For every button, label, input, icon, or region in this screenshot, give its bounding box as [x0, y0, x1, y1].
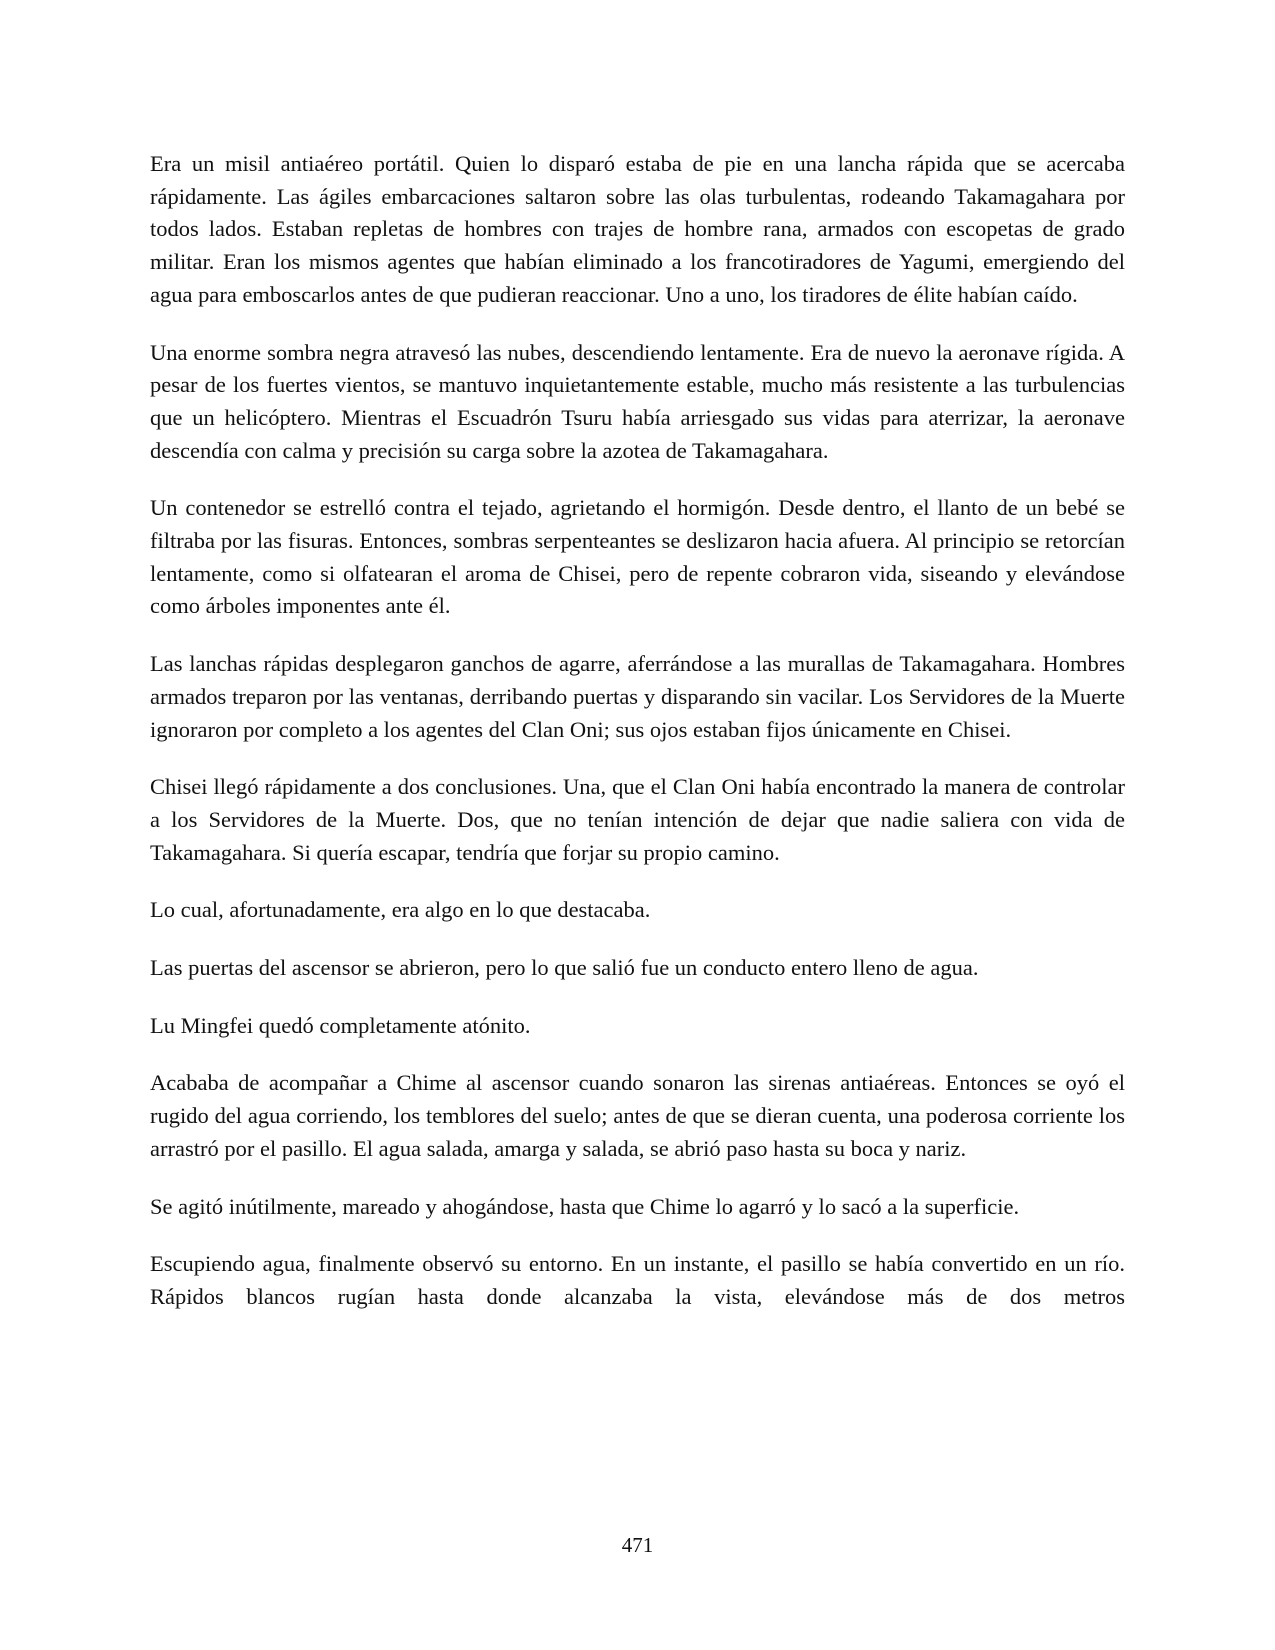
paragraph-11: Escupiendo agua, finalmente observó su entorno. En un instante, el pasillo se había convertido en un río. Rápidos blancos rugían hasta donde alcanzaba la vista, elevándose más de dos metros	[150, 1251, 1125, 1309]
paragraph-8: Lu Mingfei quedó completamente atónito.	[150, 1012, 531, 1038]
paragraph-10: Se agitó inútilmente, mareado y ahogándose, hasta que Chime lo agarró y lo sacó a la superficie.	[150, 1193, 1020, 1219]
paragraph-2: Una enorme sombra negra atravesó las nubes, descendiendo lentamente. Era de nuevo la aeronave rígida. A pesar de los fuertes vientos, se mantuvo inquietantemente estable, mucho más resistente a las turbulencias que un helicóptero. Mientras el Escuadrón Tsuru había arriesgado sus vidas para aterrizar, la aeronave descendía con calma y precisión su carga sobre la azotea de Takamagahara.	[150, 339, 1125, 463]
paragraph-4: Las lanchas rápidas desplegaron ganchos de agarre, aferrándose a las murallas de Takamagahara. Hombres armados treparon por las ventanas, derribando puertas y disparando sin vacilar. Los Servidores de la Muerte ignoraron por completo a los agentes del Clan Oni; sus ojos estaban fijos únicamente en Chisei.	[150, 651, 1125, 742]
body-text	[150, 148, 1125, 1314]
page-number: 471	[621, 1533, 654, 1557]
paragraph-5: Chisei llegó rápidamente a dos conclusiones. Una, que el Clan Oni había encontrado la manera de controlar a los Servidores de la Muerte. Dos, que no tenían intención de dejar que nadie saliera con vida de Takamagahara. Si quería escapar, tendría que forjar su propio camino.	[150, 774, 1125, 865]
paragraph-9: Acababa de acompañar a Chime al ascensor cuando sonaron las sirenas antiaéreas. Entonces se oyó el rugido del agua corriendo, los temblores del suelo; antes de que se dieran cuenta, una poderosa corriente los arrastró por el pasillo. El agua salada, amarga y salada, se abrió paso hasta su boca y nariz.	[150, 1070, 1125, 1161]
paragraph-1: Era un misil antiaéreo portátil. Quien lo disparó estaba de pie en una lancha rápida que se acercaba rápidamente. Las ágiles embarcaciones saltaron sobre las olas turbulentas, rodeando Takamagahara por todos lados. Estaban repletas de hombres con trajes de hombre rana, armados con escopetas de grado militar. Eran los mismos agentes que habían eliminado a los francotiradores de Yagumi, emergiendo del agua para emboscarlos antes de que pudieran reaccionar. Uno a uno, los tiradores de élite habían caído.	[150, 151, 1125, 307]
paragraph-7: Las puertas del ascensor se abrieron, pero lo que salió fue un conducto entero lleno de agua.	[150, 955, 979, 981]
paragraph-6: Lo cual, afortunadamente, era algo en lo que destacaba.	[150, 897, 651, 923]
paragraph-3: Un contenedor se estrelló contra el tejado, agrietando el hormigón. Desde dentro, el llanto de un bebé se filtraba por las fisuras. Entonces, sombras serpenteantes se deslizaron hacia afuera. Al principio se retorcían lentamente, como si olfatearan el aroma de Chisei, pero de repente cobraron vida, siseando y elevándose como árboles imponentes ante él.	[150, 495, 1125, 619]
